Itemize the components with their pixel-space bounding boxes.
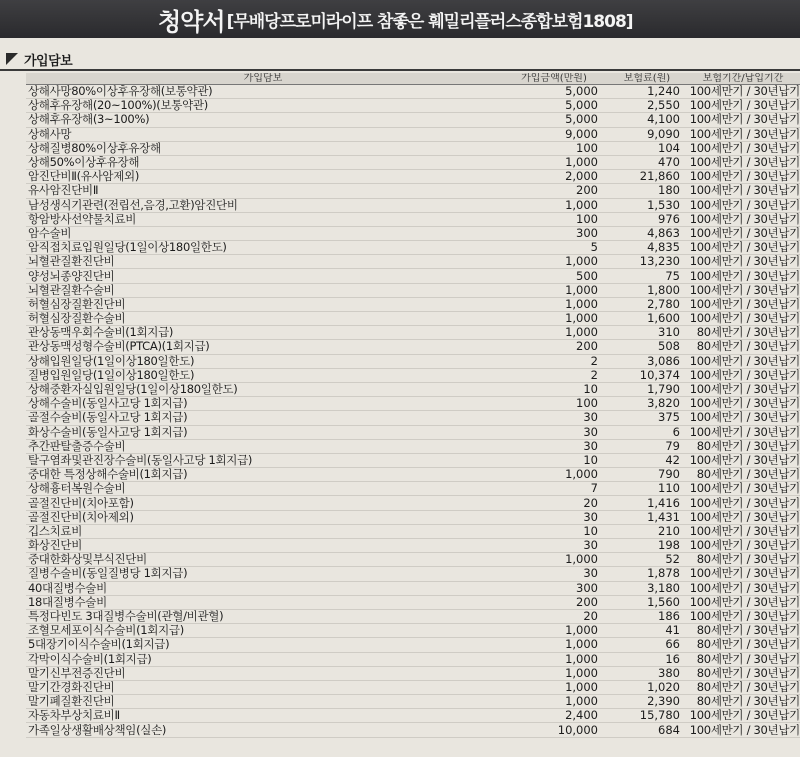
period-cell: 80세만기 / 30년납기 [686,553,800,567]
section-header [6,50,796,68]
table-row [26,184,800,198]
coverage-amount-cell: 1,000 [500,255,608,269]
column-header-period: 보험기간/납입기간 [686,73,800,85]
premium-cell: 508 [608,340,686,354]
coverage-name-cell: 질병입원일당(1일이상180일한도) [26,368,500,382]
period-cell: 100세만기 / 30년납기 [686,397,800,411]
coverage-name-cell: 말기폐질환진단비 [26,695,500,709]
coverage-amount-cell: 20 [500,496,608,510]
coverage-name-cell: 상해중환자실입원일당(1일이상180일한도) [26,382,500,396]
column-header-coverage: 가입담보 [26,73,500,85]
coverage-name-cell: 뇌혈관질환수술비 [26,283,500,297]
premium-cell: 10,374 [608,368,686,382]
period-cell: 100세만기 / 30년납기 [686,709,800,723]
coverage-amount-cell: 1,000 [500,155,608,169]
table-row [26,368,800,382]
coverage-name-cell: 골절진단비(치아제외) [26,510,500,524]
table-row [26,255,800,269]
coverage-amount-cell: 2 [500,368,608,382]
premium-cell: 75 [608,269,686,283]
premium-cell: 21,860 [608,170,686,184]
table-row [26,141,800,155]
premium-cell: 375 [608,411,686,425]
premium-cell: 1,600 [608,312,686,326]
premium-cell: 1,240 [608,85,686,99]
coverage-amount-cell: 30 [500,439,608,453]
coverage-amount-cell: 1,000 [500,680,608,694]
premium-cell: 210 [608,524,686,538]
coverage-name-cell: 허혈심장질환수술비 [26,312,500,326]
table-row [26,709,800,723]
coverage-name-cell: 각막이식수술비(1회지급) [26,652,500,666]
premium-cell: 104 [608,141,686,155]
premium-cell: 310 [608,326,686,340]
premium-cell: 3,180 [608,581,686,595]
product-name: [무배당프로미라이프 참좋은 훼밀리플러스종합보험1808] [226,11,633,32]
period-cell: 100세만기 / 30년납기 [686,539,800,553]
table-row [26,595,800,609]
coverage-table [26,73,800,738]
premium-cell: 1,416 [608,496,686,510]
coverage-name-cell: 자동차부상치료비Ⅱ [26,709,500,723]
period-cell: 100세만기 / 30년납기 [686,226,800,240]
coverage-name-cell: 추간판탈출증수술비 [26,439,500,453]
premium-cell: 976 [608,212,686,226]
period-cell: 100세만기 / 30년납기 [686,411,800,425]
period-cell: 100세만기 / 30년납기 [686,269,800,283]
coverage-name-cell: 암직접치료입원일당(1일이상180일한도) [26,241,500,255]
table-row [26,397,800,411]
column-header-premium: 보험료(원) [608,73,686,85]
premium-cell: 2,550 [608,99,686,113]
coverage-name-cell: 골절수술비(동일사고당 1회지급) [26,411,500,425]
premium-cell: 1,878 [608,567,686,581]
premium-cell: 41 [608,624,686,638]
table-row [26,510,800,524]
table-row [26,354,800,368]
coverage-name-cell: 상해흉터복원수술비 [26,482,500,496]
coverage-name-cell: 상해후유장해(3~100%) [26,113,500,127]
coverage-name-cell: 암진단비Ⅱ(유사암제외) [26,170,500,184]
period-cell: 100세만기 / 30년납기 [686,283,800,297]
coverage-amount-cell: 1,000 [500,695,608,709]
period-cell: 100세만기 / 30년납기 [686,184,800,198]
period-cell: 100세만기 / 30년납기 [686,354,800,368]
coverage-name-cell: 관상동맥우회수술비(1회지급) [26,326,500,340]
table-row [26,312,800,326]
period-cell: 100세만기 / 30년납기 [686,524,800,538]
coverage-amount-cell: 10 [500,524,608,538]
period-cell: 100세만기 / 30년납기 [686,609,800,623]
coverage-amount-cell: 300 [500,581,608,595]
table-row [26,723,800,737]
coverage-amount-cell: 1,000 [500,468,608,482]
coverage-name-cell: 중대한화상및부식진단비 [26,553,500,567]
period-cell: 100세만기 / 30년납기 [686,99,800,113]
period-cell: 100세만기 / 30년납기 [686,595,800,609]
document-title-bar [0,0,800,38]
table-row [26,326,800,340]
table-row [26,496,800,510]
coverage-amount-cell: 30 [500,539,608,553]
premium-cell: 684 [608,723,686,737]
coverage-amount-cell: 1,000 [500,312,608,326]
premium-cell: 9,090 [608,127,686,141]
table-row [26,226,800,240]
table-row [26,198,800,212]
coverage-amount-cell: 30 [500,567,608,581]
table-row [26,581,800,595]
period-cell: 80세만기 / 30년납기 [686,638,800,652]
column-header-amount: 가입금액(만원) [500,73,608,85]
coverage-amount-cell: 30 [500,510,608,524]
coverage-name-cell: 말기신부전증진단비 [26,666,500,680]
table-row [26,127,800,141]
table-row [26,468,800,482]
coverage-name-cell: 화상진단비 [26,539,500,553]
table-row [26,155,800,169]
coverage-name-cell: 중대한 특정상해수술비(1회지급) [26,468,500,482]
period-cell: 100세만기 / 30년납기 [686,581,800,595]
coverage-name-cell: 화상수술비(동일사고당 1회지급) [26,425,500,439]
period-cell: 80세만기 / 30년납기 [686,439,800,453]
premium-cell: 470 [608,155,686,169]
coverage-amount-cell: 5,000 [500,99,608,113]
coverage-amount-cell: 7 [500,482,608,496]
table-row [26,624,800,638]
table-row [26,695,800,709]
coverage-name-cell: 가족일상생활배상책임(실손) [26,723,500,737]
period-cell: 100세만기 / 30년납기 [686,453,800,467]
coverage-amount-cell: 10 [500,453,608,467]
period-cell: 100세만기 / 30년납기 [686,496,800,510]
coverage-amount-cell: 1,000 [500,198,608,212]
premium-cell: 3,086 [608,354,686,368]
coverage-amount-cell: 1,000 [500,283,608,297]
coverage-name-cell: 유사암진단비Ⅱ [26,184,500,198]
table-row [26,638,800,652]
coverage-name-cell: 상해사망 [26,127,500,141]
coverage-amount-cell: 500 [500,269,608,283]
coverage-amount-cell: 100 [500,141,608,155]
coverage-amount-cell: 30 [500,411,608,425]
coverage-amount-cell: 100 [500,212,608,226]
coverage-amount-cell: 9,000 [500,127,608,141]
table-row [26,652,800,666]
period-cell: 80세만기 / 30년납기 [686,666,800,680]
coverage-amount-cell: 20 [500,609,608,623]
period-cell: 100세만기 / 30년납기 [686,368,800,382]
period-cell: 100세만기 / 30년납기 [686,170,800,184]
coverage-amount-cell: 1,000 [500,553,608,567]
coverage-name-cell: 조혈모세포이식수술비(1회지급) [26,624,500,638]
table-row [26,99,800,113]
coverage-name-cell: 허혈심장질환진단비 [26,297,500,311]
period-cell: 100세만기 / 30년납기 [686,85,800,99]
coverage-amount-cell: 5 [500,241,608,255]
triangle-marker-icon [6,53,18,65]
table-row [26,425,800,439]
table-row [26,666,800,680]
coverage-amount-cell: 2,000 [500,170,608,184]
coverage-amount-cell: 1,000 [500,652,608,666]
coverage-amount-cell: 1,000 [500,297,608,311]
premium-cell: 198 [608,539,686,553]
table-row [26,170,800,184]
premium-cell: 3,820 [608,397,686,411]
period-cell: 100세만기 / 30년납기 [686,141,800,155]
premium-cell: 4,100 [608,113,686,127]
coverage-name-cell: 상해50%이상후유장해 [26,155,500,169]
table-row [26,340,800,354]
period-cell: 80세만기 / 30년납기 [686,326,800,340]
table-row [26,85,800,99]
premium-cell: 1,530 [608,198,686,212]
coverage-amount-cell: 10 [500,382,608,396]
coverage-name-cell: 특정다빈도 3대질병수술비(관혈/비관혈) [26,609,500,623]
period-cell: 80세만기 / 30년납기 [686,468,800,482]
premium-cell: 1,431 [608,510,686,524]
period-cell: 80세만기 / 30년납기 [686,340,800,354]
coverage-amount-cell: 200 [500,595,608,609]
period-cell: 100세만기 / 30년납기 [686,255,800,269]
coverage-name-cell: 질병수술비(동일질병당 1회지급) [26,567,500,581]
coverage-amount-cell: 1,000 [500,638,608,652]
period-cell: 100세만기 / 30년납기 [686,297,800,311]
table-row [26,482,800,496]
period-cell: 100세만기 / 30년납기 [686,312,800,326]
coverage-amount-cell: 300 [500,226,608,240]
period-cell: 100세만기 / 30년납기 [686,212,800,226]
table-row [26,212,800,226]
premium-cell: 1,800 [608,283,686,297]
coverage-amount-cell: 1,000 [500,624,608,638]
coverage-name-cell: 말기간경화진단비 [26,680,500,694]
table-row [26,680,800,694]
coverage-amount-cell: 2 [500,354,608,368]
coverage-amount-cell: 5,000 [500,113,608,127]
coverage-name-cell: 골절진단비(치아포함) [26,496,500,510]
premium-cell: 186 [608,609,686,623]
period-cell: 100세만기 / 30년납기 [686,425,800,439]
table-row [26,113,800,127]
coverage-name-cell: 18대질병수술비 [26,595,500,609]
coverage-name-cell: 남성생식기관련(전립선,음경,고환)암진단비 [26,198,500,212]
period-cell: 100세만기 / 30년납기 [686,723,800,737]
period-cell: 80세만기 / 30년납기 [686,695,800,709]
coverage-name-cell: 양성뇌종양진단비 [26,269,500,283]
period-cell: 80세만기 / 30년납기 [686,652,800,666]
coverage-name-cell: 상해질병80%이상후유장해 [26,141,500,155]
period-cell: 100세만기 / 30년납기 [686,382,800,396]
premium-cell: 1,790 [608,382,686,396]
table-row [26,567,800,581]
coverage-name-cell: 관상동맥성형수술비(PTCA)(1회지급) [26,340,500,354]
premium-cell: 13,230 [608,255,686,269]
table-row [26,524,800,538]
table-row [26,553,800,567]
premium-cell: 2,780 [608,297,686,311]
table-row [26,609,800,623]
premium-cell: 110 [608,482,686,496]
coverage-name-cell: 탈구염좌및관진장수술비(동일사고당 1회지급) [26,453,500,467]
premium-cell: 15,780 [608,709,686,723]
coverage-name-cell: 5대장기이식수술비(1회지급) [26,638,500,652]
premium-cell: 790 [608,468,686,482]
section-title: 가입담보 [24,53,73,69]
coverage-amount-cell: 200 [500,184,608,198]
premium-cell: 2,390 [608,695,686,709]
coverage-amount-cell: 2,400 [500,709,608,723]
premium-cell: 79 [608,439,686,453]
coverage-name-cell: 뇌혈관질환진단비 [26,255,500,269]
period-cell: 100세만기 / 30년납기 [686,567,800,581]
period-cell: 100세만기 / 30년납기 [686,510,800,524]
period-cell: 100세만기 / 30년납기 [686,113,800,127]
coverage-amount-cell: 10,000 [500,723,608,737]
coverage-name-cell: 깁스치료비 [26,524,500,538]
premium-cell: 4,863 [608,226,686,240]
premium-cell: 6 [608,425,686,439]
premium-cell: 4,835 [608,241,686,255]
coverage-name-cell: 상해수술비(동일사고당 1회지급) [26,397,500,411]
table-row [26,269,800,283]
premium-cell: 66 [608,638,686,652]
table-row [26,453,800,467]
coverage-table-body [26,85,800,738]
table-row [26,539,800,553]
section-divider [0,69,800,71]
table-row [26,411,800,425]
coverage-name-cell: 항암방사선약물치료비 [26,212,500,226]
coverage-amount-cell: 30 [500,425,608,439]
premium-cell: 1,020 [608,680,686,694]
table-row [26,283,800,297]
document-title: 청약서 [158,7,225,36]
coverage-amount-cell: 1,000 [500,666,608,680]
coverage-amount-cell: 1,000 [500,326,608,340]
premium-cell: 16 [608,652,686,666]
period-cell: 80세만기 / 30년납기 [686,624,800,638]
period-cell: 100세만기 / 30년납기 [686,241,800,255]
period-cell: 100세만기 / 30년납기 [686,127,800,141]
table-row [26,382,800,396]
table-header-row [26,73,800,85]
coverage-name-cell: 상해입원일당(1일이상180일한도) [26,354,500,368]
table-row [26,439,800,453]
coverage-name-cell: 상해사망80%이상후유장해(보통약관) [26,85,500,99]
premium-cell: 52 [608,553,686,567]
period-cell: 100세만기 / 30년납기 [686,198,800,212]
premium-cell: 180 [608,184,686,198]
period-cell: 100세만기 / 30년납기 [686,155,800,169]
premium-cell: 380 [608,666,686,680]
coverage-name-cell: 40대질병수술비 [26,581,500,595]
table-row [26,297,800,311]
premium-cell: 42 [608,453,686,467]
period-cell: 100세만기 / 30년납기 [686,482,800,496]
coverage-amount-cell: 100 [500,397,608,411]
premium-cell: 1,560 [608,595,686,609]
coverage-amount-cell: 5,000 [500,85,608,99]
table-row [26,241,800,255]
period-cell: 80세만기 / 30년납기 [686,680,800,694]
coverage-name-cell: 암수술비 [26,226,500,240]
coverage-name-cell: 상해후유장해(20~100%)(보통약관) [26,99,500,113]
coverage-amount-cell: 200 [500,340,608,354]
